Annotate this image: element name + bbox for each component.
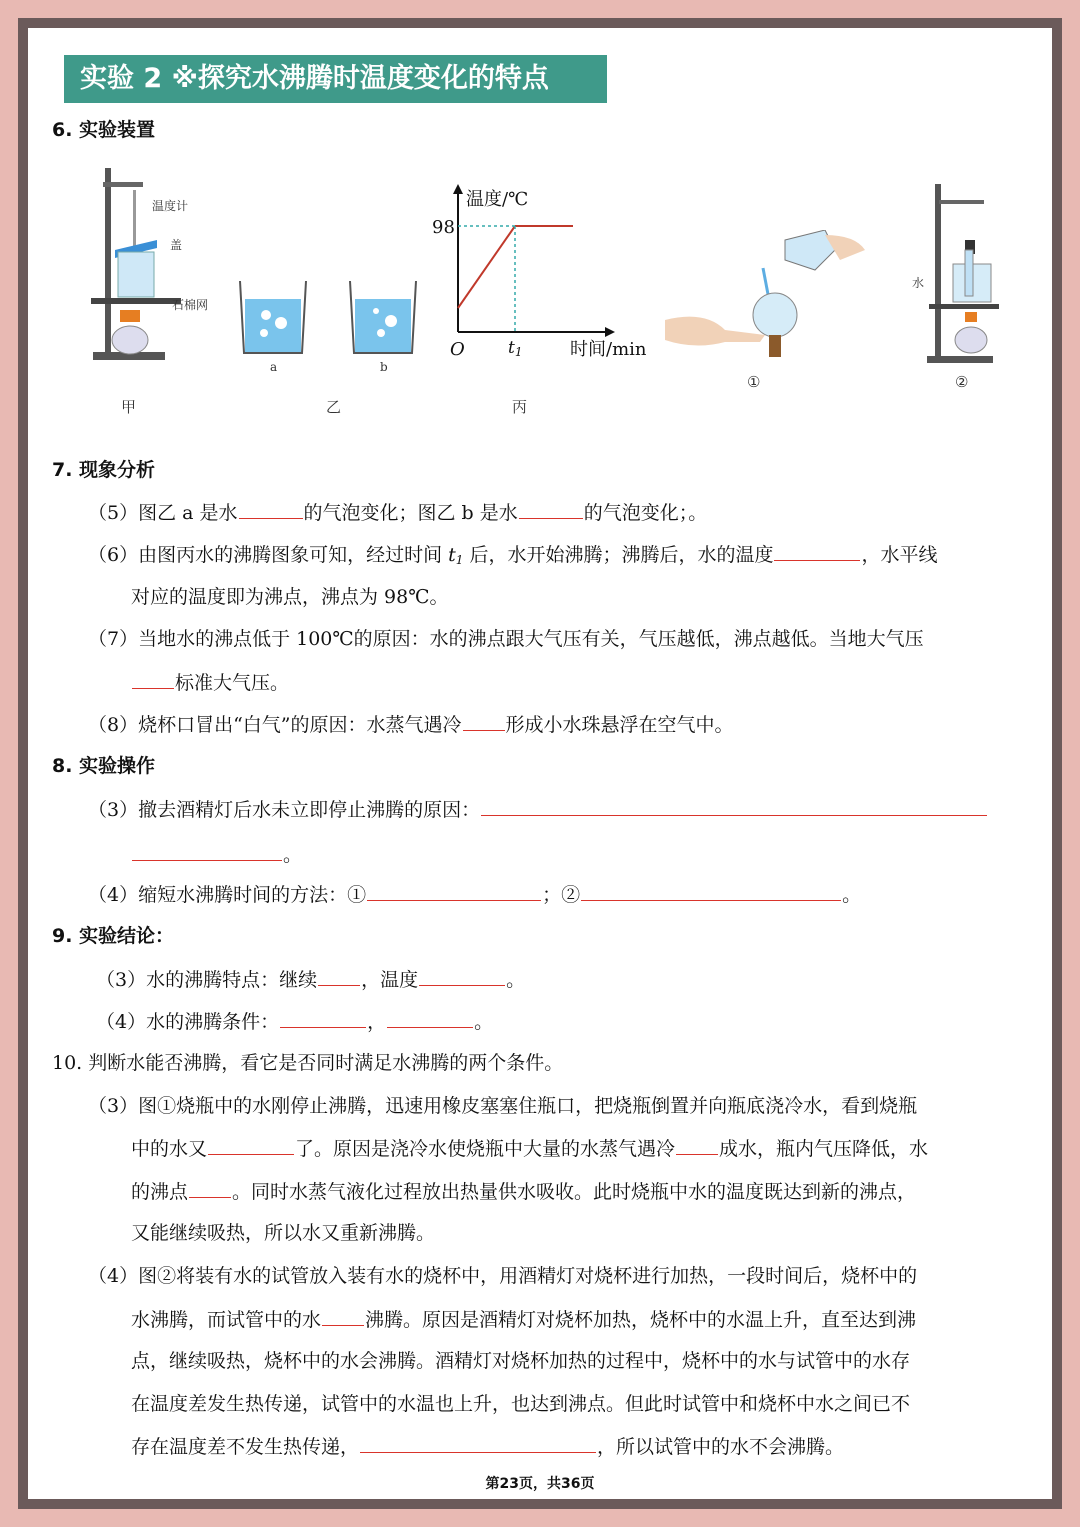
heating-line — [458, 226, 515, 308]
conclusion-4: （4）水的沸腾条件： ， 。 — [96, 1007, 493, 1036]
question-7: （7）当地水的沸点低于 100℃的原因：水的沸点跟大气压有关，气压越低，沸点越低。当地大气压 — [88, 628, 924, 650]
blank[interactable] — [367, 880, 541, 901]
blank[interactable] — [132, 840, 282, 861]
blank[interactable] — [481, 795, 987, 816]
section-9-heading: 9. 实验结论： — [52, 925, 175, 947]
blank[interactable] — [581, 880, 841, 901]
blank[interactable] — [322, 1305, 364, 1326]
graph-ylabel: 温度/℃ — [466, 189, 529, 210]
blank[interactable] — [519, 498, 583, 519]
blank[interactable] — [208, 1134, 294, 1155]
caption-yi: 乙 — [326, 398, 342, 416]
question-6-cont: 对应的温度即为沸点，沸点为 98℃。 — [131, 586, 449, 608]
blank[interactable] — [239, 498, 303, 519]
q10-4-line2: 水沸腾，而试管中的水 沸腾。原因是酒精灯对烧杯加热，烧杯中的水温上升，直至达到沸 — [131, 1305, 916, 1334]
graph-xlabel: 时间/min — [570, 339, 647, 360]
section-7-heading: 7. 现象分析 — [52, 459, 156, 481]
section-10-heading: 10. 判断水能否沸腾，看它是否同时满足水沸腾的两个条件。 — [52, 1052, 564, 1074]
caption-bing: 丙 — [512, 398, 528, 416]
figure-jia-apparatus — [85, 160, 225, 370]
caption-2: ② — [955, 373, 969, 391]
figure-2-test-tube — [925, 180, 1005, 365]
blank[interactable] — [774, 540, 860, 561]
section-8-heading: 8. 实验操作 — [52, 755, 156, 777]
graph-98-tick: 98 — [432, 217, 455, 238]
graph-origin: O — [450, 339, 465, 360]
q10-4-line3: 点，继续吸热，烧杯中的水会沸腾。酒精灯对烧杯加热的过程中，烧杯中的水与试管中的水存 — [131, 1350, 911, 1372]
blank[interactable] — [132, 668, 174, 689]
q10-3-line2: 中的水又 了。原因是浇冷水使烧瓶中大量的水蒸气遇冷 成水，瓶内气压降低，水 — [131, 1134, 928, 1163]
graph-t1: $t_1$ — [508, 338, 523, 359]
blank[interactable] — [280, 1007, 366, 1028]
blank[interactable] — [676, 1134, 718, 1155]
label-gauze: 石棉网 — [172, 298, 209, 312]
blank[interactable] — [318, 965, 360, 986]
operation-4: （4）缩短水沸腾时间的方法：① ；② 。 — [88, 880, 861, 909]
q10-4-line4: 在温度差发生热传递，试管中的水温也上升，也达到沸点。但此时试管中和烧杯中水之间已不 — [131, 1393, 911, 1415]
blank[interactable] — [419, 965, 505, 986]
q10-4-line5: 存在温度差不发生热传递， ，所以试管中的水不会沸腾。 — [131, 1432, 844, 1461]
question-6: （6）由图丙水的沸腾图象可知，经过时间 $t_1$ 后，水开始沸腾；沸腾后，水的温度 ，水平线 — [88, 540, 937, 574]
operation-3: （3）撤去酒精灯后水未立即停止沸腾的原因： — [88, 795, 988, 824]
operation-3-cont: 。 — [131, 840, 302, 869]
label-thermometer: 温度计 — [152, 199, 189, 213]
label-a: a — [270, 360, 278, 374]
question-8: （8）烧杯口冒出“白气”的原因：水蒸气遇冷 形成小水珠悬浮在空气中。 — [88, 710, 734, 739]
blank[interactable] — [189, 1177, 231, 1198]
experiment-title-banner: 实验 2 ※探究水沸腾时温度变化的特点 — [64, 55, 607, 103]
question-7-cont: 标准大气压。 — [131, 668, 289, 697]
section-6-heading: 6. 实验装置 — [52, 119, 156, 141]
label-lid: 盖 — [170, 238, 183, 252]
blank[interactable] — [360, 1432, 596, 1453]
page-number: 第23页，共36页 — [485, 1476, 595, 1492]
label-water: 水 — [912, 276, 925, 290]
conclusion-3: （3）水的沸腾特点：继续 ，温度 。 — [96, 965, 525, 994]
q10-4-line1: （4）图②将装有水的试管放入装有水的烧杯中，用酒精灯对烧杯进行加热，一段时间后，烧杯中的 — [88, 1265, 918, 1287]
caption-1: ① — [747, 373, 761, 391]
q10-3-line3: 的沸点 。同时水蒸气液化过程放出热量供水吸收。此时烧瓶中水的温度既达到新的沸点， — [131, 1177, 916, 1206]
blank[interactable] — [463, 710, 505, 731]
figure-1-flask — [665, 230, 865, 360]
blank[interactable] — [387, 1007, 473, 1028]
q10-3-line4: 又能继续吸热，所以水又重新沸腾。 — [131, 1222, 436, 1244]
question-5: （5）图乙 a 是水 的气泡变化；图乙 b 是水 的气泡变化；。 — [88, 498, 707, 527]
caption-jia: 甲 — [121, 398, 137, 416]
figure-yi-beakers — [236, 275, 426, 360]
q10-3-line1: （3）图①烧瓶中的水刚停止沸腾，迅速用橡皮塞塞住瓶口，把烧瓶倒置并向瓶底浇冷水，看到烧瓶 — [88, 1095, 918, 1117]
label-b: b — [380, 360, 388, 374]
